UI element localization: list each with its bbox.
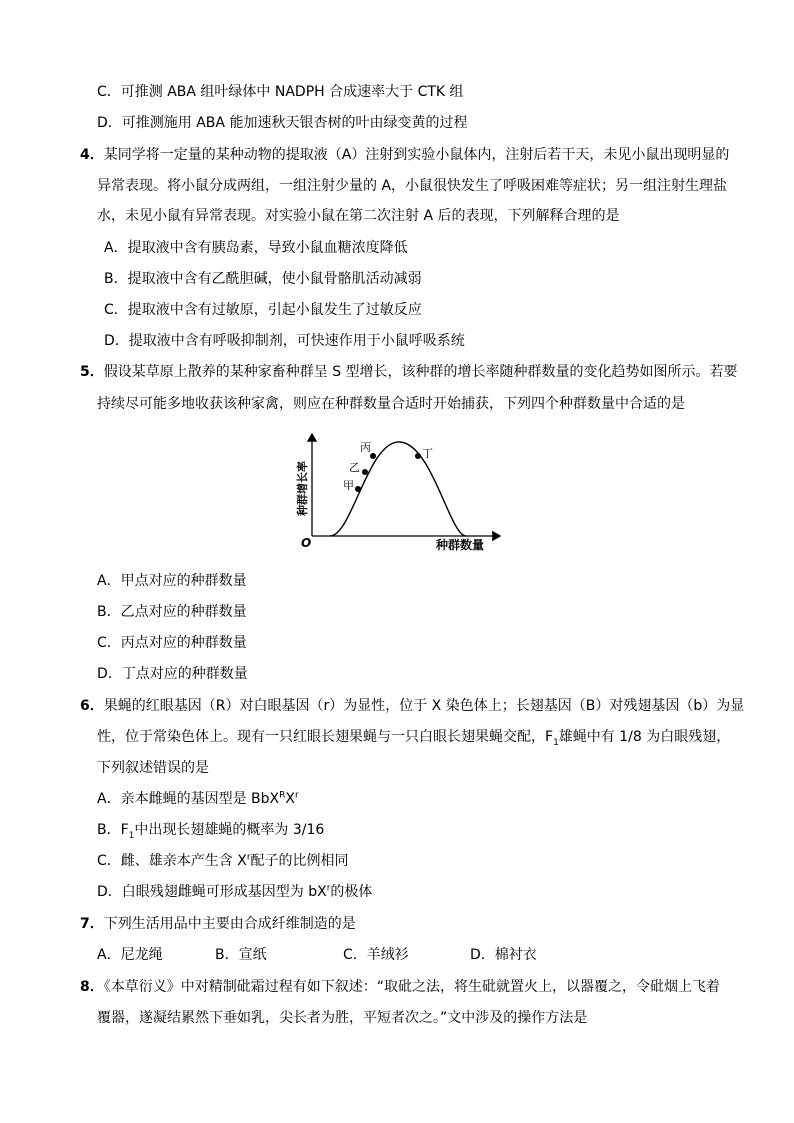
q6-stem-line-1	[80, 696, 744, 716]
point-yi	[362, 469, 368, 475]
q6-option-b	[97, 820, 324, 840]
q5-stem-line-1	[80, 362, 738, 382]
q6-option-b-sub: 1	[128, 830, 135, 841]
point-jia	[355, 486, 361, 492]
q6-number: 6．	[80, 698, 104, 714]
y-axis-label: 种群增长率	[296, 461, 309, 516]
q6-option-d-post: 的极体	[330, 884, 373, 900]
q3-option-c: C．可推测 ABA 组叶绿体中 NADPH 合成速率大于 CTK 组	[97, 84, 464, 100]
q5-number: 5．	[80, 364, 104, 380]
q6-option-c-text: C．雌、雄亲本产生含 X	[97, 853, 247, 869]
point-yi-label: 乙	[349, 461, 360, 474]
q5-option-c: C．丙点对应的种群数量	[97, 635, 247, 651]
point-jia-label: 甲	[343, 479, 354, 492]
q7-stem-text: 下列生活用品中主要由合成纤维制造的是	[103, 916, 356, 932]
q7-option-b: B．宣纸	[215, 947, 267, 963]
q8-number: 8．	[80, 979, 104, 995]
q6-option-b-post: 中出现长翅雄蝇的概率为 3/16	[134, 822, 325, 838]
q6-option-c	[97, 851, 349, 871]
q6-option-a-sup-1: R	[279, 790, 286, 801]
q6-option-b-text: B．F	[97, 822, 129, 838]
q8-stem-line-2: 覆器，遂凝结累然下垂如乳，尖长者为胜，平短者次之。”文中涉及的操作方法是	[97, 1010, 588, 1026]
q6-option-c-post: 配子的比例相同	[250, 853, 349, 869]
q6-stem-text-2a: 性，位于常染色体上。现有一只红眼长翅果蝇与一只白眼长翅果蝇交配，F	[97, 729, 554, 745]
q7-option-a: A．尼龙绳	[97, 947, 163, 963]
q7-option-d: D．棉衬衣	[470, 947, 537, 963]
q8-stem-text-1: 《本草衍义》中对精制砒霜过程有如下叙述：“取砒之法，将生砒就置火上，以器覆之，令砒烟上飞着	[103, 979, 721, 995]
q4-option-a: A．提取液中含有胰岛素，导致小鼠血糖浓度降低	[104, 240, 408, 256]
q7-number: 7．	[80, 916, 104, 932]
q6-option-a-sup-2: r	[294, 790, 299, 801]
q6-stem-line-2	[97, 727, 730, 747]
q5-stem-text-1: 假设某草原上散养的某种家畜种群呈 S 型增长，该种群的增长率随种群数量的变化趋势如图所示。若要	[103, 364, 738, 380]
q4-number: 4．	[80, 147, 104, 163]
q4-stem-line-2: 异常表现。将小鼠分成两组，一组注射少量的 A，小鼠很快发生了呼吸困难等症状；另一组注射生理盐	[97, 178, 728, 194]
q5-stem-line-2: 持续尽可能多地收获该种家禽，则应在种群数量合适时开始捕获，下列四个种群数量中合适的是	[97, 396, 685, 412]
q7-stem-line	[80, 914, 356, 934]
q5-option-d: D．丁点对应的种群数量	[97, 666, 248, 682]
q6-option-a	[97, 789, 299, 809]
x-axis-label: 种群数量	[436, 538, 485, 552]
q6-option-c-sup: r	[246, 852, 251, 863]
q4-option-d: D．提取液中含有呼吸抑制剂，可快速作用于小鼠呼吸系统	[104, 333, 465, 349]
origin-label: O	[301, 536, 312, 550]
q6-option-a-mid: X	[285, 791, 295, 807]
q4-stem-line-1	[80, 145, 729, 165]
point-bing-label: 丙	[360, 441, 371, 454]
q4-stem-line-3: 水，未见小鼠有异常表现。对实验小鼠在第二次注射 A 后的表现，下列解释合理的是	[97, 208, 620, 224]
q3-option-d: D．可推测施用 ABA 能加速秋天银杏树的叶由绿变黄的过程	[97, 115, 468, 131]
q6-stem-text-2b: 雄蝇中有 1/8 为白眼残翅，	[558, 729, 731, 745]
q4-option-c: C．提取液中含有过敏原，引起小鼠发生了过敏反应	[104, 302, 422, 318]
q4-option-b: B．提取液中含有乙酰胆碱，使小鼠骨骼肌活动减弱	[104, 271, 422, 287]
q4-stem-text-1: 某同学将一定量的某种动物的提取液（A）注射到实验小鼠体内，注射后若干天，未见小鼠出现明显的	[103, 147, 730, 163]
point-ding	[415, 453, 421, 459]
q5-option-a: A．甲点对应的种群数量	[97, 573, 247, 589]
q6-option-d-sup: r	[326, 883, 331, 894]
q7-option-c: C．羊绒衫	[343, 947, 409, 963]
q5-option-b: B．乙点对应的种群数量	[97, 604, 247, 620]
q8-stem-line-1	[80, 977, 720, 997]
q6-option-a-text: A．亲本雌蝇的基因型是 BbX	[97, 791, 280, 807]
population-growth-graph	[290, 430, 510, 560]
q6-stem-sub: 1	[553, 737, 559, 748]
q6-stem-text-1: 果蝇的红眼基因（R）对白眼基因（r）为显性，位于 X 染色体上；长翅基因（B）对残翅基因（b）为显	[103, 698, 745, 714]
point-ding-label: 丁	[422, 447, 433, 460]
q6-option-d	[97, 882, 372, 902]
q6-stem-line-3: 下列叙述错误的是	[97, 760, 209, 776]
q6-option-d-text: D．白眼残翅雌蝇可形成基因型为 bX	[97, 884, 327, 900]
